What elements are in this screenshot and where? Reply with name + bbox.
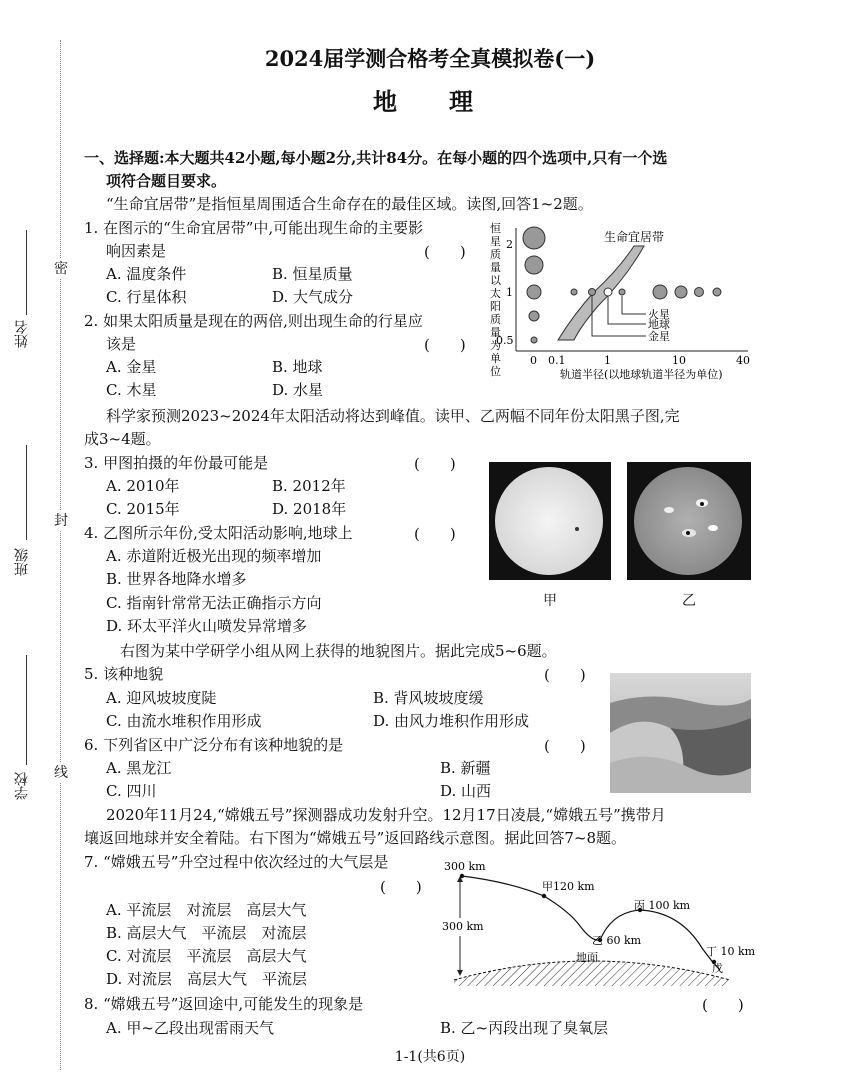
group2-intro-line1: 科学家预测2023~2024年太阳活动将达到峰值。读甲、乙两幅不同年份太阳黑子图,完 xyxy=(106,407,680,425)
q3-stem: 3. 甲图拍摄的年份最可能是 xyxy=(84,454,269,472)
y-label-char: 恒 xyxy=(490,222,501,235)
q6-stem: 6. 下列省区中广泛分布有该种地貌的是 xyxy=(84,736,344,754)
q6-option-b: B. 新疆 xyxy=(440,759,491,777)
q4-answer-bracket[interactable]: ( ) xyxy=(414,525,456,543)
seal-char-feng: 封 xyxy=(54,510,68,530)
seal-char-xian: 线 xyxy=(54,762,68,782)
sun-image-jia xyxy=(489,462,611,580)
class-label: 班级 xyxy=(14,548,30,576)
planet-mars xyxy=(619,289,625,295)
leader-earth xyxy=(608,296,646,324)
sunspot xyxy=(686,531,690,535)
habitable-zone-figure xyxy=(486,218,756,388)
legend-earth: 地球 xyxy=(648,318,670,331)
q7-option-c: C. 对流层 平流层 高层大气 xyxy=(106,947,307,965)
x-tick-10: 10 xyxy=(672,354,686,367)
q8-stem: 8. “嫦娥五号”返回途中,可能发生的现象是 xyxy=(84,995,364,1013)
point-start xyxy=(460,874,464,878)
q2-option-a: A. 金星 xyxy=(106,358,157,376)
label-pt-bing: 丙 100 km xyxy=(634,899,691,912)
school-label: 学校 xyxy=(14,772,30,800)
group4-intro-line1: 2020年11月24,“嫦娥五号”探测器成功发射升空。12月17日凌晨,“嫦娥五号”携带月 xyxy=(106,806,666,824)
q2-stem-line2: 该是 xyxy=(106,335,137,353)
q2-answer-bracket[interactable]: ( ) xyxy=(424,336,466,354)
star-mass-1 xyxy=(527,285,541,299)
star-mass-15 xyxy=(525,256,543,274)
y-label-char: 阳 xyxy=(490,300,501,313)
label-pt-wu: 戊 xyxy=(712,962,723,975)
q5-answer-bracket[interactable]: ( ) xyxy=(544,666,586,684)
q2-stem-line1: 2. 如果太阳质量是现在的两倍,则出现生命的行星应 xyxy=(84,312,423,330)
q6-option-d: D. 山西 xyxy=(440,782,492,800)
q1-option-b: B. 恒星质量 xyxy=(272,265,353,283)
q2-option-c: C. 木星 xyxy=(106,381,157,399)
top-altitude-label: 300 km xyxy=(444,860,486,873)
q1-option-d: D. 大气成分 xyxy=(272,288,354,306)
y-label-char: 质 xyxy=(490,313,501,326)
q3-option-c: C. 2015年 xyxy=(106,500,180,518)
planet-neptune xyxy=(713,288,721,296)
sun-image-yi xyxy=(627,462,751,580)
y-label-char: 量 xyxy=(490,261,501,274)
q1-option-c: C. 行星体积 xyxy=(106,288,187,306)
y-label-char: 质 xyxy=(490,248,501,261)
y-tick-1: 1 xyxy=(506,286,513,299)
planet-venus xyxy=(589,289,596,296)
section-heading-line2: 项符合题目要求。 xyxy=(106,172,227,190)
page-footer: 1-1(共6页) xyxy=(394,1049,466,1065)
group1-intro: “生命宜居带”是指恒星周围适合生命存在的最佳区域。读图,回答1~2题。 xyxy=(106,195,593,213)
star-mass-05 xyxy=(531,337,537,343)
return-path-figure xyxy=(440,852,760,992)
star-mass-07 xyxy=(529,311,539,321)
q6-answer-bracket[interactable]: ( ) xyxy=(544,737,586,755)
point-jia xyxy=(542,894,546,898)
q4-option-c: C. 指南针常常无法正确指示方向 xyxy=(106,594,322,612)
ground-label: 地面 xyxy=(576,951,598,964)
q4-option-a: A. 赤道附近极光出现的频率增加 xyxy=(106,547,322,565)
q1-stem-line2: 响因素是 xyxy=(106,242,167,260)
label-pt-yi: 乙 60 km xyxy=(592,934,642,947)
sun-disk-yi xyxy=(634,467,742,575)
planet-mercury xyxy=(571,289,577,295)
q3-option-b: B. 2012年 xyxy=(272,477,346,495)
name-blank xyxy=(26,230,27,315)
facula xyxy=(664,507,674,513)
q7-answer-bracket[interactable]: ( ) xyxy=(380,878,422,896)
q2-option-d: D. 水星 xyxy=(272,381,324,399)
label-pt-jia: 甲120 km xyxy=(542,880,595,893)
label-yi: 乙 xyxy=(682,593,696,609)
name-label: 姓名 xyxy=(14,320,30,348)
q5-option-a: A. 迎风坡坡度陡 xyxy=(106,689,217,707)
y-label-char: 太 xyxy=(490,287,501,300)
band-label: 生命宜居带 xyxy=(604,230,665,244)
sunspot xyxy=(700,502,704,506)
q2-option-b: B. 地球 xyxy=(272,358,323,376)
legend-venus: 金星 xyxy=(648,330,670,343)
star-mass-2 xyxy=(523,227,545,249)
q4-stem: 4. 乙图所示年份,受太阳活动影响,地球上 xyxy=(84,524,353,542)
q5-option-c: C. 由流水堆积作用形成 xyxy=(106,712,262,730)
q6-option-c: C. 四川 xyxy=(106,782,157,800)
q5-option-b: B. 背风坡坡度缓 xyxy=(373,689,484,707)
q1-option-a: A. 温度条件 xyxy=(106,265,187,283)
label-pt-ding: 丁 10 km xyxy=(706,945,756,958)
binding-dotted-line xyxy=(60,40,61,1070)
label-jia: 甲 xyxy=(543,593,557,609)
y-label-char: 以 xyxy=(490,274,501,287)
y-label-char: 量 xyxy=(490,326,501,339)
class-blank xyxy=(26,445,27,540)
planet-uranus xyxy=(695,288,704,297)
sunspot xyxy=(575,527,579,531)
legend-mars: 火星 xyxy=(648,308,670,321)
x-tick-1: 1 xyxy=(604,354,611,367)
q3-answer-bracket[interactable]: ( ) xyxy=(414,455,456,473)
group4-intro-line2: 壤返回地球并安全着陆。右下图为“嫦娥五号”返回路线示意图。据此回答7~8题。 xyxy=(84,829,626,847)
q7-option-b: B. 高层大气 平流层 对流层 xyxy=(106,924,307,942)
q4-option-d: D. 环太平洋火山喷发异常增多 xyxy=(106,617,308,635)
y-axis-label xyxy=(490,221,502,378)
arrowhead-down xyxy=(457,970,463,976)
q6-option-a: A. 黑龙江 xyxy=(106,759,172,777)
q8-option-b: B. 乙~丙段出现了臭氧层 xyxy=(440,1019,609,1037)
q4-option-b: B. 世界各地降水增多 xyxy=(106,570,247,588)
y-label-char: 星 xyxy=(490,235,501,248)
section-heading-line1: 一、选择题:本大题共42小题,每小题2分,共计84分。在每小题的四个选项中,只有一个选 xyxy=(84,149,668,167)
x-axis-label: 轨道半径(以地球轨道半径为单位) xyxy=(560,368,723,381)
leader-mars xyxy=(622,296,646,314)
y-tick-05: 0.5 xyxy=(496,334,514,347)
q3-option-d: D. 2018年 xyxy=(272,500,347,518)
q3-option-a: A. 2010年 xyxy=(106,477,180,495)
y-tick-2: 2 xyxy=(506,238,513,251)
q7-stem: 7. “嫦娥五号”升空过程中依次经过的大气层是 xyxy=(84,853,389,871)
page-title: 2024届学测合格考全真模拟卷(一) xyxy=(264,46,596,71)
q8-option-a: A. 甲~乙段出现雷雨天气 xyxy=(106,1019,274,1037)
y-label-char: 单 xyxy=(490,352,501,365)
planet-jupiter xyxy=(653,285,667,299)
y-label-char: 为 xyxy=(490,339,501,352)
q8-answer-bracket[interactable]: ( ) xyxy=(702,996,744,1014)
subject-title: 地 理 xyxy=(373,87,487,116)
sun-disk-jia xyxy=(495,467,603,575)
side-altitude-label: 300 km xyxy=(442,920,484,933)
y-label-char: 位 xyxy=(490,365,501,378)
seal-char-mi: 密 xyxy=(54,258,68,278)
planet-saturn xyxy=(675,286,687,298)
x-tick-40: 40 xyxy=(736,354,750,367)
planet-earth xyxy=(604,288,612,296)
school-blank xyxy=(26,655,27,765)
q7-option-d: D. 对流层 高层大气 平流层 xyxy=(106,970,308,988)
ground-hatch xyxy=(454,961,730,986)
q7-option-a: A. 平流层 对流层 高层大气 xyxy=(106,901,307,919)
group3-intro: 右图为某中学研学小组从网上获得的地貌图片。据此完成5~6题。 xyxy=(120,642,557,660)
group2-intro-line2: 成3~4题。 xyxy=(84,430,161,448)
q5-stem: 5. 该种地貌 xyxy=(84,665,164,683)
facula xyxy=(708,525,718,531)
dune-photo xyxy=(610,673,751,793)
x-tick-01: 0.1 xyxy=(548,354,566,367)
x-tick-0: 0 xyxy=(530,354,537,367)
q1-stem-line1: 1. 在图示的“生命宜居带”中,可能出现生命的主要影 xyxy=(84,219,424,237)
q5-option-d: D. 由风力堆积作用形成 xyxy=(373,712,530,730)
q1-answer-bracket[interactable]: ( ) xyxy=(424,243,466,261)
